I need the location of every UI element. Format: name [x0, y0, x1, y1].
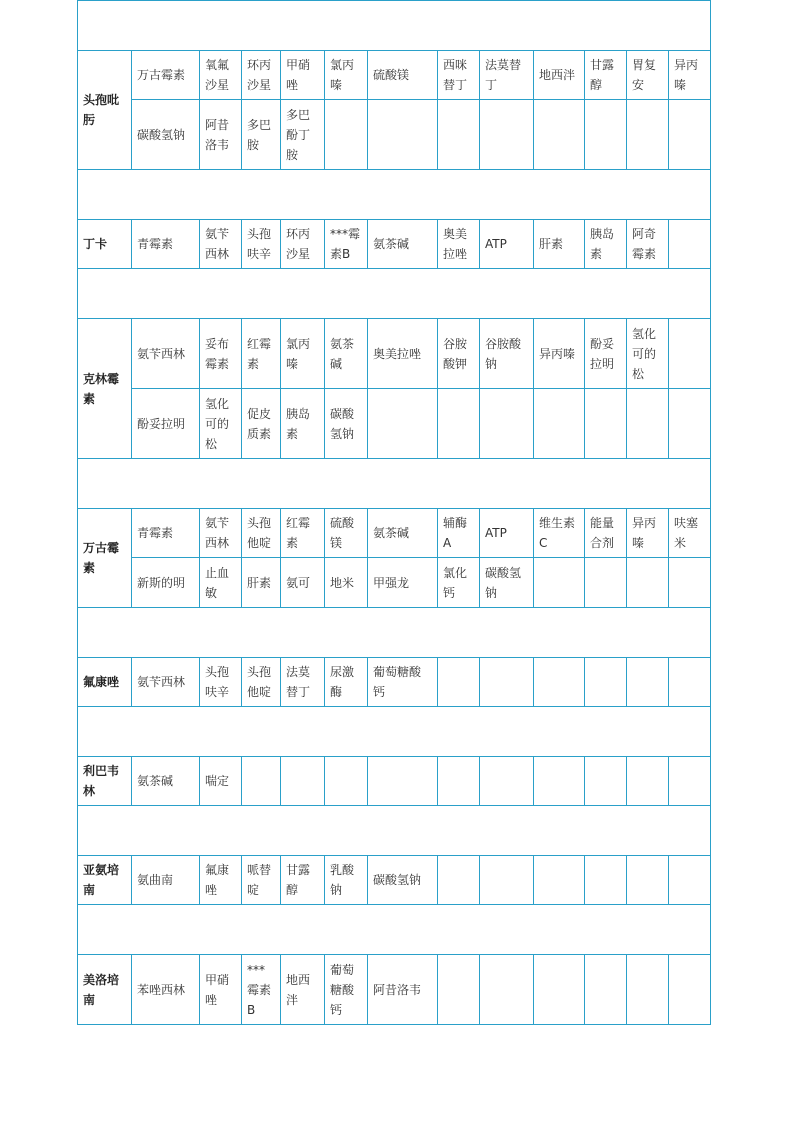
incompatible-drug-cell: 氨苄西林 [132, 658, 200, 707]
separator-row [78, 170, 711, 220]
incompatible-drug-cell [242, 757, 281, 806]
incompatible-drug-cell [438, 757, 480, 806]
incompatible-drug-cell: ***霉素B [242, 955, 281, 1025]
incompatible-drug-cell [534, 856, 585, 905]
table-row [78, 220, 711, 269]
incompatible-drug-cell [325, 100, 368, 170]
incompatible-drug-cell [627, 100, 669, 170]
incompatible-drug-cell: 阿昔洛韦 [200, 100, 242, 170]
incompatible-drug-cell: 氨茶碱 [132, 757, 200, 806]
incompatible-drug-cell: 胰岛素 [281, 389, 325, 459]
drug-name-cell: 美洛培南 [78, 955, 132, 1025]
incompatible-drug-cell [669, 856, 711, 905]
incompatible-drug-cell: 氨苄西林 [132, 319, 200, 389]
incompatible-drug-cell: 谷胺酸钾 [438, 319, 480, 389]
incompatible-drug-cell: 碳酸氢钠 [368, 856, 438, 905]
incompatible-drug-cell: 促皮质素 [242, 389, 281, 459]
table-row [78, 955, 711, 1025]
incompatible-drug-cell [669, 319, 711, 389]
table-row [78, 319, 711, 389]
incompatible-drug-cell [585, 658, 627, 707]
drug-name-cell: 头孢吡肟 [78, 51, 132, 170]
incompatible-drug-cell: 碳酸氢钠 [325, 389, 368, 459]
incompatible-drug-cell: 氨茶碱 [368, 509, 438, 558]
incompatible-drug-cell: 环丙沙星 [242, 51, 281, 100]
blank-cell [78, 608, 711, 658]
incompatible-drug-cell [627, 856, 669, 905]
incompatible-drug-cell: 硫酸镁 [325, 509, 368, 558]
incompatible-drug-cell [480, 757, 534, 806]
incompatible-drug-cell: 酚妥拉明 [132, 389, 200, 459]
drug-name-cell: 氟康唑 [78, 658, 132, 707]
incompatible-drug-cell [669, 389, 711, 459]
blank-cell [78, 269, 711, 319]
separator-row [78, 269, 711, 319]
incompatible-drug-cell: 氟康唑 [200, 856, 242, 905]
drug-name-cell: 亚氨培南 [78, 856, 132, 905]
incompatible-drug-cell: 氨茶碱 [325, 319, 368, 389]
incompatible-drug-cell: 新斯的明 [132, 558, 200, 608]
incompatible-drug-cell: 乳酸钠 [325, 856, 368, 905]
incompatible-drug-cell: 葡萄糖酸钙 [368, 658, 438, 707]
incompatible-drug-cell [585, 389, 627, 459]
incompatible-drug-cell: 酚妥拉明 [585, 319, 627, 389]
incompatible-drug-cell [669, 955, 711, 1025]
incompatible-drug-cell: 硫酸镁 [368, 51, 438, 100]
incompatible-drug-cell [480, 658, 534, 707]
incompatible-drug-cell: 异丙嗪 [627, 509, 669, 558]
incompatible-drug-cell: 多巴酚丁胺 [281, 100, 325, 170]
incompatible-drug-cell: 碳酸氢钠 [480, 558, 534, 608]
incompatible-drug-cell: ATP [480, 509, 534, 558]
incompatible-drug-cell: 肝素 [534, 220, 585, 269]
incompatible-drug-cell: 胃复安 [627, 51, 669, 100]
drug-name-cell: 万古霉素 [78, 509, 132, 608]
separator-row [78, 905, 711, 955]
incompatible-drug-cell: 法莫替丁 [281, 658, 325, 707]
incompatible-drug-cell [585, 955, 627, 1025]
incompatible-drug-cell: 阿奇霉素 [627, 220, 669, 269]
incompatible-drug-cell: 辅酶A [438, 509, 480, 558]
blank-cell [78, 459, 711, 509]
incompatibility-table [77, 0, 711, 1025]
incompatible-drug-cell [627, 955, 669, 1025]
incompatible-drug-cell: 苯唑西林 [132, 955, 200, 1025]
incompatible-drug-cell: 法莫替丁 [480, 51, 534, 100]
table-body [78, 1, 711, 1025]
incompatible-drug-cell: 呋塞米 [669, 509, 711, 558]
incompatible-drug-cell: 地米 [325, 558, 368, 608]
incompatible-drug-cell [585, 757, 627, 806]
incompatible-drug-cell: 氢化可的松 [200, 389, 242, 459]
incompatible-drug-cell [534, 558, 585, 608]
incompatible-drug-cell: 奥美拉唑 [368, 319, 438, 389]
incompatible-drug-cell: 头孢呋辛 [242, 220, 281, 269]
incompatible-drug-cell: 氨苄西林 [200, 509, 242, 558]
incompatible-drug-cell [534, 389, 585, 459]
separator-row [78, 806, 711, 856]
incompatible-drug-cell: 青霉素 [132, 509, 200, 558]
incompatible-drug-cell [585, 558, 627, 608]
incompatible-drug-cell: 氨可 [281, 558, 325, 608]
table-row [78, 658, 711, 707]
table-row [78, 389, 711, 459]
incompatible-drug-cell: 地西泮 [281, 955, 325, 1025]
incompatible-drug-cell: 甲强龙 [368, 558, 438, 608]
incompatible-drug-cell: 万古霉素 [132, 51, 200, 100]
table-row [78, 558, 711, 608]
incompatible-drug-cell: 地西泮 [534, 51, 585, 100]
incompatible-drug-cell [480, 856, 534, 905]
incompatible-drug-cell: 葡萄糖酸钙 [325, 955, 368, 1025]
incompatible-drug-cell [325, 757, 368, 806]
incompatible-drug-cell [438, 955, 480, 1025]
separator-row [78, 608, 711, 658]
incompatible-drug-cell: 头孢他啶 [242, 509, 281, 558]
incompatible-drug-cell [669, 100, 711, 170]
incompatible-drug-cell [438, 856, 480, 905]
table-row [78, 757, 711, 806]
incompatible-drug-cell: 异丙嗪 [534, 319, 585, 389]
incompatible-drug-cell [368, 757, 438, 806]
incompatible-drug-cell: 氨苄西林 [200, 220, 242, 269]
incompatible-drug-cell: 氧氟沙星 [200, 51, 242, 100]
incompatible-drug-cell: 尿激酶 [325, 658, 368, 707]
incompatible-drug-cell: 西咪替丁 [438, 51, 480, 100]
incompatible-drug-cell [534, 955, 585, 1025]
incompatible-drug-cell [438, 389, 480, 459]
incompatible-drug-cell [534, 757, 585, 806]
incompatible-drug-cell: 哌替啶 [242, 856, 281, 905]
incompatible-drug-cell: 氨曲南 [132, 856, 200, 905]
incompatible-drug-cell: 甲硝唑 [200, 955, 242, 1025]
incompatible-drug-cell [627, 757, 669, 806]
incompatible-drug-cell: 肝素 [242, 558, 281, 608]
table-row [78, 509, 711, 558]
drug-name-cell: 克林霉素 [78, 319, 132, 459]
blank-cell [78, 806, 711, 856]
incompatible-drug-cell: 氢化可的松 [627, 319, 669, 389]
incompatible-drug-cell: ATP [480, 220, 534, 269]
table-row [78, 100, 711, 170]
incompatible-drug-cell: 氯丙嗪 [325, 51, 368, 100]
incompatible-drug-cell: 止血敏 [200, 558, 242, 608]
incompatible-drug-cell: 氯化钙 [438, 558, 480, 608]
incompatible-drug-cell [669, 757, 711, 806]
separator-row [78, 707, 711, 757]
incompatible-drug-cell [480, 100, 534, 170]
incompatible-drug-cell: 甲硝唑 [281, 51, 325, 100]
table-row [78, 856, 711, 905]
drug-name-cell: 丁卡 [78, 220, 132, 269]
blank-cell [78, 905, 711, 955]
incompatible-drug-cell [281, 757, 325, 806]
incompatible-drug-cell: 甘露醇 [585, 51, 627, 100]
separator-row [78, 459, 711, 509]
incompatible-drug-cell: 头孢他啶 [242, 658, 281, 707]
incompatible-drug-cell: ***霉素B [325, 220, 368, 269]
incompatible-drug-cell: 异丙嗪 [669, 51, 711, 100]
incompatible-drug-cell [368, 389, 438, 459]
incompatible-drug-cell [669, 658, 711, 707]
incompatible-drug-cell: 阿昔洛韦 [368, 955, 438, 1025]
incompatible-drug-cell: 妥布霉素 [200, 319, 242, 389]
blank-cell [78, 170, 711, 220]
incompatible-drug-cell: 谷胺酸钠 [480, 319, 534, 389]
incompatible-drug-cell [627, 389, 669, 459]
drug-name-cell: 利巴韦林 [78, 757, 132, 806]
incompatible-drug-cell [480, 389, 534, 459]
table-row [78, 51, 711, 100]
blank-cell [78, 1, 711, 51]
incompatible-drug-cell [585, 856, 627, 905]
incompatible-drug-cell: 氨茶碱 [368, 220, 438, 269]
incompatible-drug-cell: 碳酸氢钠 [132, 100, 200, 170]
incompatible-drug-cell [534, 658, 585, 707]
separator-row [78, 1, 711, 51]
incompatible-drug-cell: 头孢呋辛 [200, 658, 242, 707]
incompatible-drug-cell: 红霉素 [242, 319, 281, 389]
incompatible-drug-cell [669, 220, 711, 269]
incompatible-drug-cell: 能量合剂 [585, 509, 627, 558]
incompatible-drug-cell: 氯丙嗪 [281, 319, 325, 389]
incompatible-drug-cell [585, 100, 627, 170]
incompatible-drug-cell [627, 558, 669, 608]
incompatible-drug-cell [438, 100, 480, 170]
incompatible-drug-cell: 奥美拉唑 [438, 220, 480, 269]
incompatible-drug-cell: 维生素C [534, 509, 585, 558]
incompatible-drug-cell [534, 100, 585, 170]
incompatible-drug-cell: 多巴胺 [242, 100, 281, 170]
incompatible-drug-cell [368, 100, 438, 170]
incompatible-drug-cell: 胰岛素 [585, 220, 627, 269]
incompatible-drug-cell: 红霉素 [281, 509, 325, 558]
incompatible-drug-cell [669, 558, 711, 608]
incompatible-drug-cell: 喘定 [200, 757, 242, 806]
incompatible-drug-cell [627, 658, 669, 707]
blank-cell [78, 707, 711, 757]
incompatible-drug-cell: 甘露醇 [281, 856, 325, 905]
incompatible-drug-cell: 环丙沙星 [281, 220, 325, 269]
incompatible-drug-cell [480, 955, 534, 1025]
incompatible-drug-cell [438, 658, 480, 707]
incompatible-drug-cell: 青霉素 [132, 220, 200, 269]
